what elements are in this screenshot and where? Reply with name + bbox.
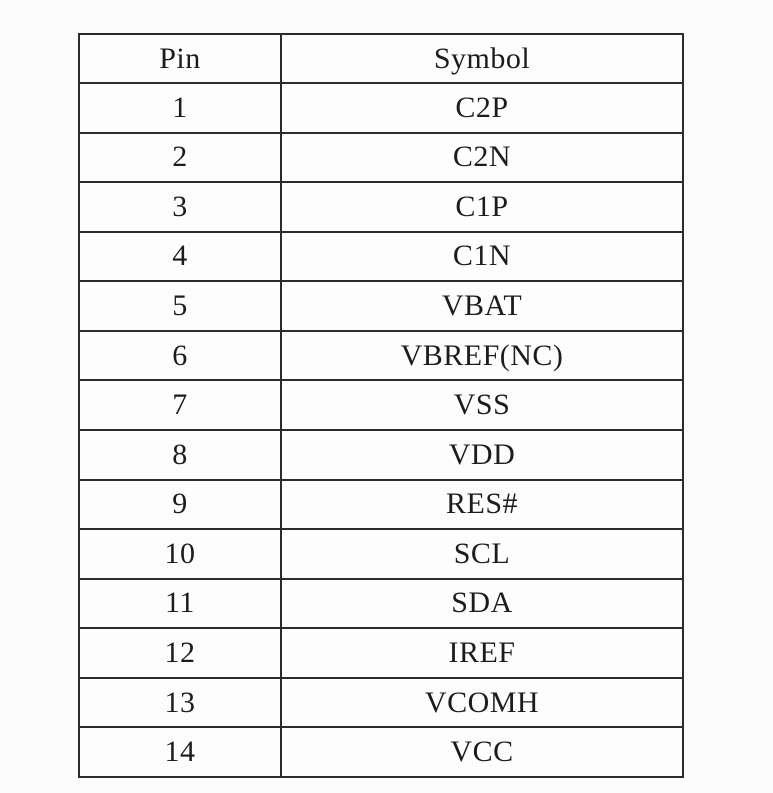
pin-symbol: RES#: [281, 480, 683, 530]
pin-number: 8: [79, 430, 281, 480]
pin-number: 14: [79, 727, 281, 777]
table-row: [79, 678, 683, 728]
pin-number: 3: [79, 182, 281, 232]
table-row: [79, 579, 683, 629]
pin-number: 9: [79, 480, 281, 530]
pin-number: 2: [79, 133, 281, 183]
pin-number: 6: [79, 331, 281, 381]
table-row: [79, 232, 683, 282]
pin-symbol: VCC: [281, 727, 683, 777]
pin-symbol: VSS: [281, 380, 683, 430]
pin-number: 1: [79, 83, 281, 133]
pin-number: 12: [79, 628, 281, 678]
pin-number: 10: [79, 529, 281, 579]
table-row: [79, 628, 683, 678]
pin-symbol: IREF: [281, 628, 683, 678]
pin-symbol: C1N: [281, 232, 683, 282]
pin-assignment-table: [78, 33, 684, 778]
table-row: [79, 480, 683, 530]
pin-symbol: VBAT: [281, 281, 683, 331]
pin-symbol: SCL: [281, 529, 683, 579]
pin-symbol: VCOMH: [281, 678, 683, 728]
pin-symbol: C2N: [281, 133, 683, 183]
pin-number: 7: [79, 380, 281, 430]
pin-column-header: Pin: [79, 34, 281, 83]
table-row: [79, 380, 683, 430]
symbol-column-header: Symbol: [281, 34, 683, 83]
table-row: [79, 430, 683, 480]
table-row: [79, 727, 683, 777]
table-row: [79, 83, 683, 133]
pin-symbol: C1P: [281, 182, 683, 232]
pin-number: 5: [79, 281, 281, 331]
table-row: [79, 331, 683, 381]
pin-number: 11: [79, 579, 281, 629]
table-row: [79, 529, 683, 579]
table-row: [79, 182, 683, 232]
pin-symbol: SDA: [281, 579, 683, 629]
pin-symbol: VBREF(NC): [281, 331, 683, 381]
table-row: [79, 133, 683, 183]
pin-symbol: VDD: [281, 430, 683, 480]
table-header-row: [79, 34, 683, 83]
table-row: [79, 281, 683, 331]
pin-symbol: C2P: [281, 83, 683, 133]
pin-number: 13: [79, 678, 281, 728]
pin-number: 4: [79, 232, 281, 282]
